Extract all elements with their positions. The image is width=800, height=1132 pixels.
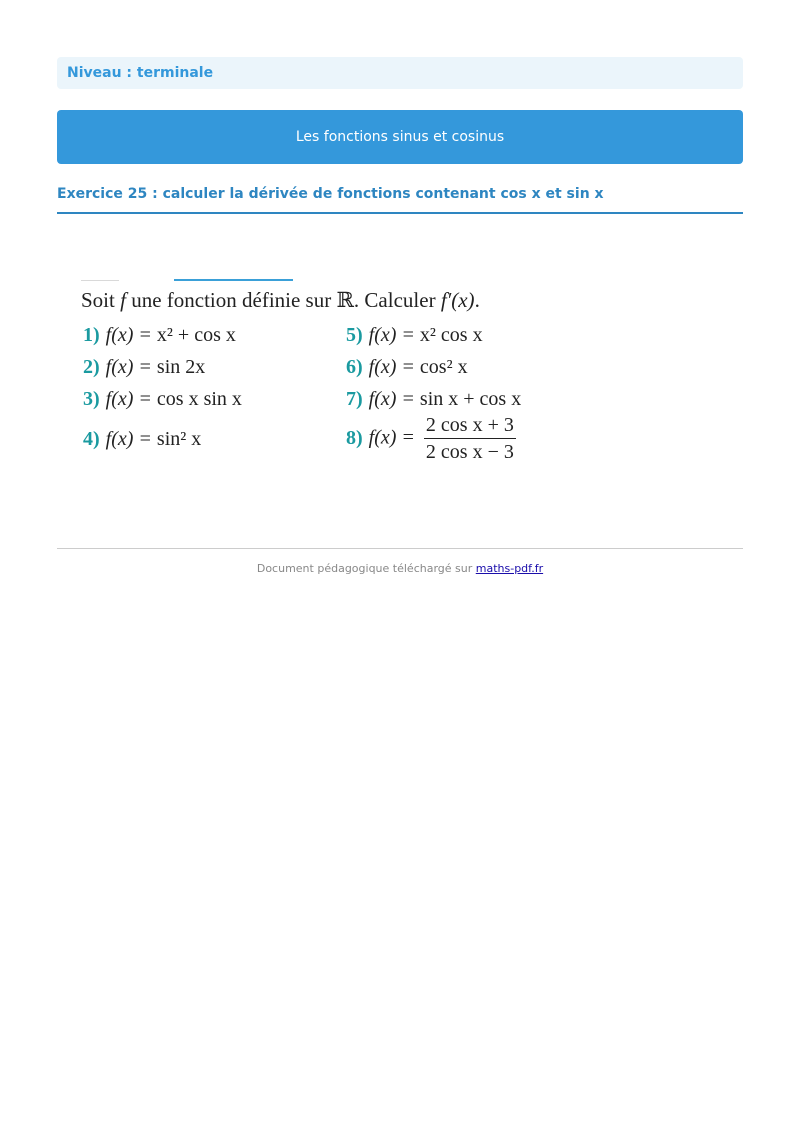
exercise-statement: Soit f une fonction définie sur ℝ. Calculer f′(x). [81,288,480,312]
fraction-denominator: 2 cos x − 3 [425,441,514,463]
page-content [57,57,743,470]
exercise-item-4: 4) f(x) = sin² x [83,428,202,450]
exercise-statement-image [79,280,559,470]
fraction-numerator: 2 cos x + 3 [424,414,516,439]
level-label: Niveau : terminale [67,65,214,81]
decorative-line [81,280,119,281]
exercise-item-2: 2) f(x) = sin 2x [83,356,206,378]
exercise-item-6: 6) f(x) = cos² x [346,356,468,378]
exercise-title: Exercice 25 : calculer la dérivée de fonctions contenant cos x et sin x [57,186,743,214]
fraction [424,414,516,464]
footer-divider [57,548,743,549]
level-banner [57,57,743,89]
chapter-title: Les fonctions sinus et cosinus [295,129,505,145]
exercise-item-5: 5) f(x) = x² cos x [346,324,483,346]
chapter-banner [57,110,743,164]
footer [57,562,743,575]
decorative-line-accent [174,279,293,281]
footer-link[interactable]: maths-pdf.fr [475,562,544,575]
exercise-item-3: 3) f(x) = cos x sin x [83,388,242,410]
exercise-item-1: 1) f(x) = x² + cos x [83,324,236,346]
footer-text: Document pédagogique téléchargé sur [256,562,476,575]
exercise-item-8: 8) f(x) = $\frac{\text{2 cos x + 3}}{\text{2 cos x − 3}}$ [346,414,514,463]
exercise-item-7: 7) f(x) = sin x + cos x [346,388,522,410]
